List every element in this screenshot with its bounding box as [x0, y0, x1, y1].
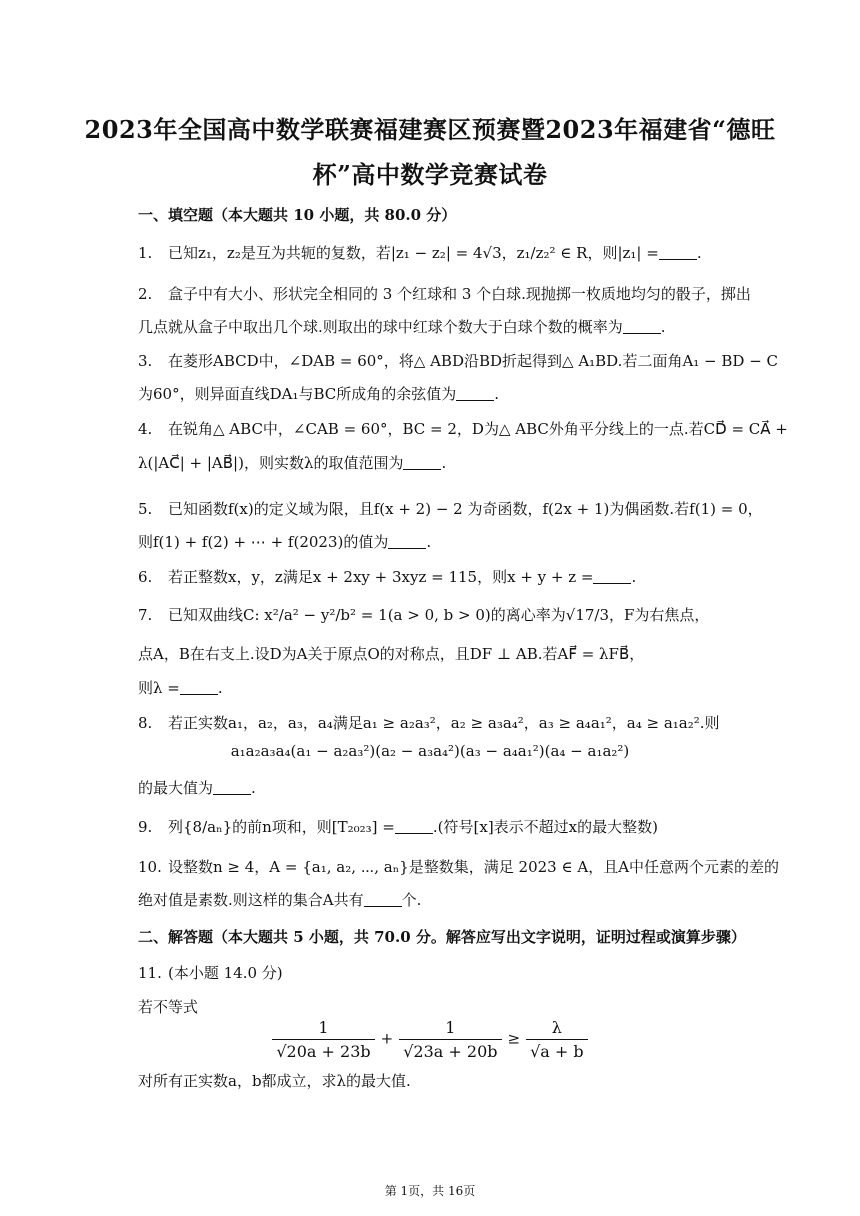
question-8-cont: 的最大值为 .: [138, 779, 256, 797]
question-3: 3. 在菱形ABCD中，∠DAB = 60°，将△ ABD沿BD折起得到△ A₁BD.若二面角A₁ − BD − C: [138, 352, 779, 370]
question-9: 9. 列{8/aₙ}的前n项和，则[T₂₀₂₃] = .(符号[x]表示不超过x的最大整数): [138, 818, 658, 836]
question-5: 5. 已知函数f(x)的定义域为限，且f(x + 2) − 2 为奇函数，f(2x + 1)为偶函数.若f(1) = 0，: [138, 500, 763, 518]
page-footer: 第 1页，共 16页: [384, 1184, 476, 1198]
question-11-header: 11. (本小题 14.0 分): [138, 964, 283, 982]
question-6: 6. 若正整数x，y，z满足x + 2xy + 3xyz = 115，则x + y + z = .: [138, 568, 637, 586]
answer-blank[interactable]: [213, 780, 251, 795]
fraction: $\frac{1}{√20a + 23b}$: [272, 1018, 374, 1061]
fraction: $\frac{1}{√23a + 20b}$: [399, 1018, 501, 1061]
question-7-cont2: 则λ = .: [138, 679, 223, 697]
question-1: 1. 已知z₁，z₂是互为共轭的复数，若|z₁ − z₂| = 4√3，z₁/z₂² ∈ R，则|z₁| = .: [138, 244, 702, 262]
section-solutions: 二、解答题（本大题共 5 小题，共 70.0 分。解答应写出文字说明，证明过程或演算步骤）: [138, 928, 746, 946]
answer-blank[interactable]: [395, 819, 433, 834]
answer-blank[interactable]: [456, 386, 494, 401]
answer-blank[interactable]: [659, 245, 697, 260]
section-fill-in: 一、填空题（本大题共 10 小题，共 80.0 分）: [138, 206, 457, 224]
question-2: 2. 盒子中有大小、形状完全相同的 3 个红球和 3 个白球.现抛掷一枚质地均匀的骰子，掷出: [138, 285, 751, 303]
page-title-line-1: 2023年全国高中数学联赛福建赛区预赛暨2023年福建省“德旺: [84, 115, 776, 144]
question-5-cont: 则f(1) + f(2) + ⋯ + f(2023)的值为 .: [138, 533, 432, 551]
fraction: $\frac{\lambda}{√a + b}$: [526, 1018, 588, 1061]
question-7-cont: 点A，B在右支上.设D为A关于原点O的对称点，且DF ⊥ AB.若AF⃗ = λFB⃗，: [138, 645, 645, 663]
answer-blank[interactable]: [623, 319, 661, 334]
question-10-cont: 绝对值是素数.则这样的集合A共有 个.: [138, 891, 422, 909]
question-2-cont: 几点就从盒子中取出几个球.则取出的球中红球个数大于白球个数的概率为 .: [138, 318, 666, 336]
question-11-inequality: $\frac{1}{√20a + 23b}$ + $\frac{1}{√23a + 20b}$ ≥ $\frac{\lambda}{√a + b}$: [0, 1018, 860, 1061]
answer-blank[interactable]: [403, 455, 441, 470]
question-11-intro: 若不等式: [138, 998, 199, 1016]
question-11-text: 对所有正实数a，b都成立，求λ的最大值.: [138, 1072, 411, 1090]
page-title-line-2: 杯”高中数学竞赛试卷: [312, 160, 548, 189]
answer-blank[interactable]: [364, 892, 402, 907]
question-4-cont: λ(|AC⃗| + |AB⃗|)，则实数λ的取值范围为 .: [138, 454, 447, 472]
question-8-formula: a₁a₂a₃a₄(a₁ − a₂a₃²)(a₂ − a₃a₄²)(a₃ − a₄a₁²)(a₄ − a₁a₂²): [230, 742, 630, 760]
answer-blank[interactable]: [388, 534, 426, 549]
question-8: 8. 若正实数a₁，a₂，a₃，a₄满足a₁ ≥ a₂a₃²，a₂ ≥ a₃a₄²，a₃ ≥ a₄a₁²，a₄ ≥ a₁a₂².则: [138, 714, 720, 732]
answer-blank[interactable]: [593, 569, 631, 584]
question-10: 10. 设整数n ≥ 4，A = {a₁, a₂, ⋯, aₙ}是整数集，满足 2023 ∈ A，且A中任意两个元素的差的: [138, 858, 780, 876]
question-4: 4. 在锐角△ ABC中，∠CAB = 60°，BC = 2，D为△ ABC外角平分线上的一点.若CD⃗ = CA⃗ +: [138, 420, 788, 438]
answer-blank[interactable]: [180, 680, 218, 695]
question-7: 7. 已知双曲线C: x²/a² − y²/b² = 1(a > 0, b > 0)的离心率为√17/3，F为右焦点，: [138, 606, 710, 624]
question-3-cont: 为60°，则异面直线DA₁与BC所成角的余弦值为 .: [138, 385, 500, 403]
